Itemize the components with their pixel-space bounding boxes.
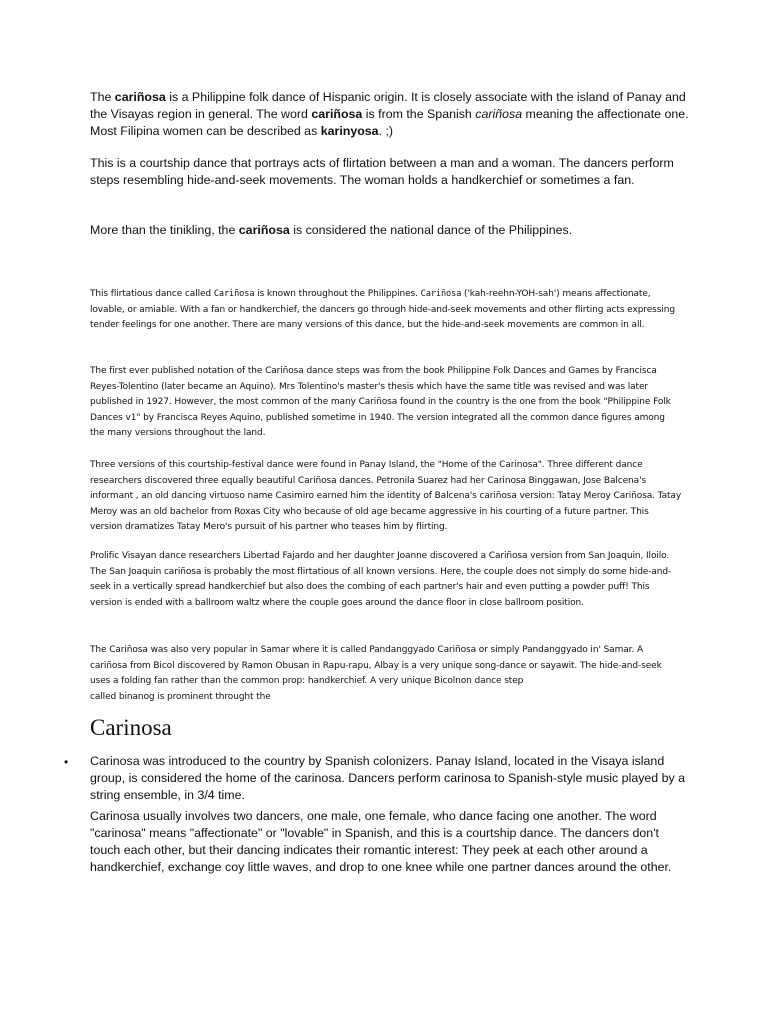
italic-term: cariñosa [475,107,523,121]
section-paragraph-2: Carinosa usually involves two dancers, one male, one female, who dance facing one another. The word "carinosa" means "affectionate" or "lovable" in Spanish, and this is a courtship dance. The dancers don't touch each other, but their dancing indicates their romantic interest: They peek at each other around a handkerchief, exchange coy little waves, and drop to one knee while one partner dances around the other. [90,809,672,874]
text-run: is from the Spanish [362,107,476,121]
mono-term: Cariñosa [420,289,462,299]
small-paragraph-4: Prolific Visayan dance researchers Libertad Fajardo and her daughter Joanne discovered a Cariñosa version from San Joaquin, Iloilo. The San Joaquin cariñosa is probably the most flirtatious of all known versions. Here, the couple does not simply do some hide-and-seek in a vertically spread handkerchief but also does the combing of each partner's hair and even putting a powder puff! This version is ended with a ballroom waltz where the couple goes around the dance floor in close ballroom position. [90,551,672,608]
text-run: This flirtatious dance called [90,289,214,299]
small-paragraph-2: The first ever published notation of the Cariñosa dance steps was from the book Philippine Folk Dances and Games by Francisca Reyes-Tolentino (later became an Aquino). Mrs Tolentino's master's thesis which have the same title was revised and was later published in 1927. However, the most common of the many Cariñosa found in the country is the one from the book "Philippine Folk Dances v1" by Francisca Reyes Aquino, published sometime in 1940. The version integrated all the common dance figures among the many versions throughout the land. [90,366,671,439]
small-paragraph-3: Three versions of this courtship-festival dance were found in Panay Island, the "Home of the Carinosa". Three different dance researchers discovered three equally beautiful Cariñosa dances. Petronila Suarez had her Carinosa Binggawan, Jose Balcena's informant , an old dancing virtuoso name Casimiro earned him the identity of Balcena's cariñosa version: Tatay Meroy Cariñosa. Tatay Meroy was an old bachelor from Roxas City who because of old age became aggressive in his courting of a future partner. This version dramatizes Tatay Mero's pursuit of his partner who teases him by flirting. [90,460,682,533]
text-run: called binanog is prominent throught the [90,691,271,702]
bold-term: cariñosa [238,223,290,237]
text-run: The [90,90,115,104]
bold-term: cariñosa [114,90,166,104]
text-run: The Cariñosa was also very popular in Samar where it is called Pandanggyado Cariñosa or simply Pandanggyado in' Samar. A cariñosa from Bicol discovered by Ramon Obusan in Rapu-rapu, Albay is a very unique song-dance or sayawit. The hide-and-seek uses a folding fan rather than the common prop: handkerchief. A very unique Bicolnon dance step [90,645,662,687]
text-run: ('kah-reehn-YOH-sah') means affectionate, lovable, or amiable. With a fan or handkerchief, the dancers go through hide-and-seek movements and other flirting acts expressing tender feelings for one another. There are many versions of this dance, but the hide-and-seek movements are common in all. [90,289,675,331]
intro-paragraph-1 [90,89,690,140]
intro-paragraph-2: This is a courtship dance that portrays acts of flirtation between a man and a woman. The dancers perform steps resembling hide-and-seek movements. The woman holds a handkerchief or sometimes a fan. [90,156,674,187]
text-run: More than the tinikling, the [90,223,239,237]
intro-paragraph-3 [90,222,690,239]
text-run: is known throughout the Philippines. [254,289,421,299]
text-run: is a Philippine folk dance of Hispanic origin. It is closely associate with the island of Panay and the Visayas region in general. The word [90,90,686,121]
text-run: is considered the national dance of the Philippines. [289,223,573,237]
small-paragraph-1 [90,287,682,334]
mono-term: Cariñosa [213,289,255,299]
bold-term: karinyosa [320,124,379,138]
bold-term: cariñosa [311,107,363,121]
section-heading: Carinosa [90,715,172,740]
small-paragraph-5 [90,643,682,705]
text-run: . ;) [378,124,394,138]
bullet-paragraph: Carinosa was introduced to the country by Spanish colonizers. Panay Island, located in the Visaya island group, is considered the home of the carinosa. Dancers perform carinosa to Spanish-style music played by a string ensemble, in 3/4 time. [90,754,686,802]
bullet-marker: • [64,755,69,769]
text-run: meaning the affectionate one. Most Filipina women can be described as [90,107,689,138]
